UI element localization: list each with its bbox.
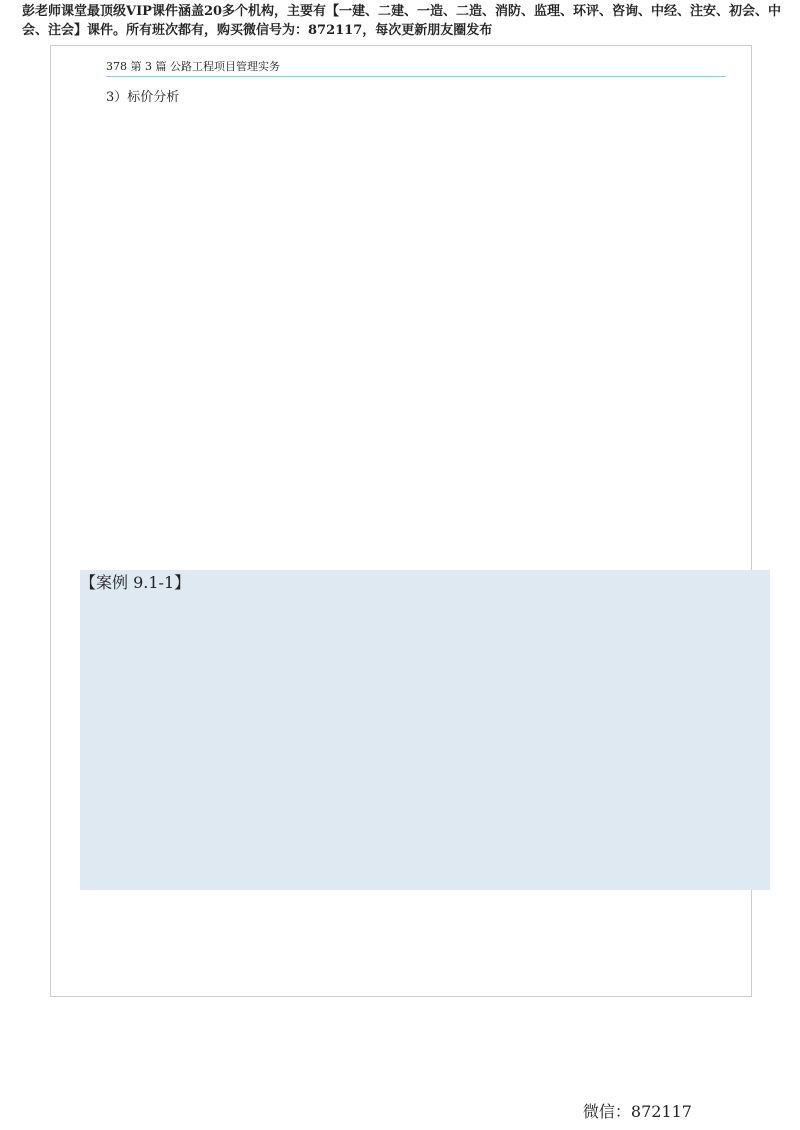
footer-watermark: 微信：872117 (582, 1102, 692, 1121)
case-label: 【案例 9.1-1】 (80, 573, 191, 592)
ad-banner: 彭老师课堂最顶级VIP课件涵盖20多个机构，主要有【一建、二建、一造、二造、消防、监理、环评、咨询、中经、注安、初会、中会、注会】课件。所有班次都有，购买微信号为：872117，每次更新朋友圈发布 (22, 4, 782, 38)
body-text (106, 86, 726, 105)
running-header (106, 58, 726, 77)
header-title: 公路工程项目管理实务 (170, 60, 280, 73)
page-number: 378 (106, 60, 127, 73)
part-label: 第 3 篇 (130, 60, 167, 73)
case-box (80, 570, 770, 890)
section-heading: 3）标价分析 (106, 90, 180, 105)
